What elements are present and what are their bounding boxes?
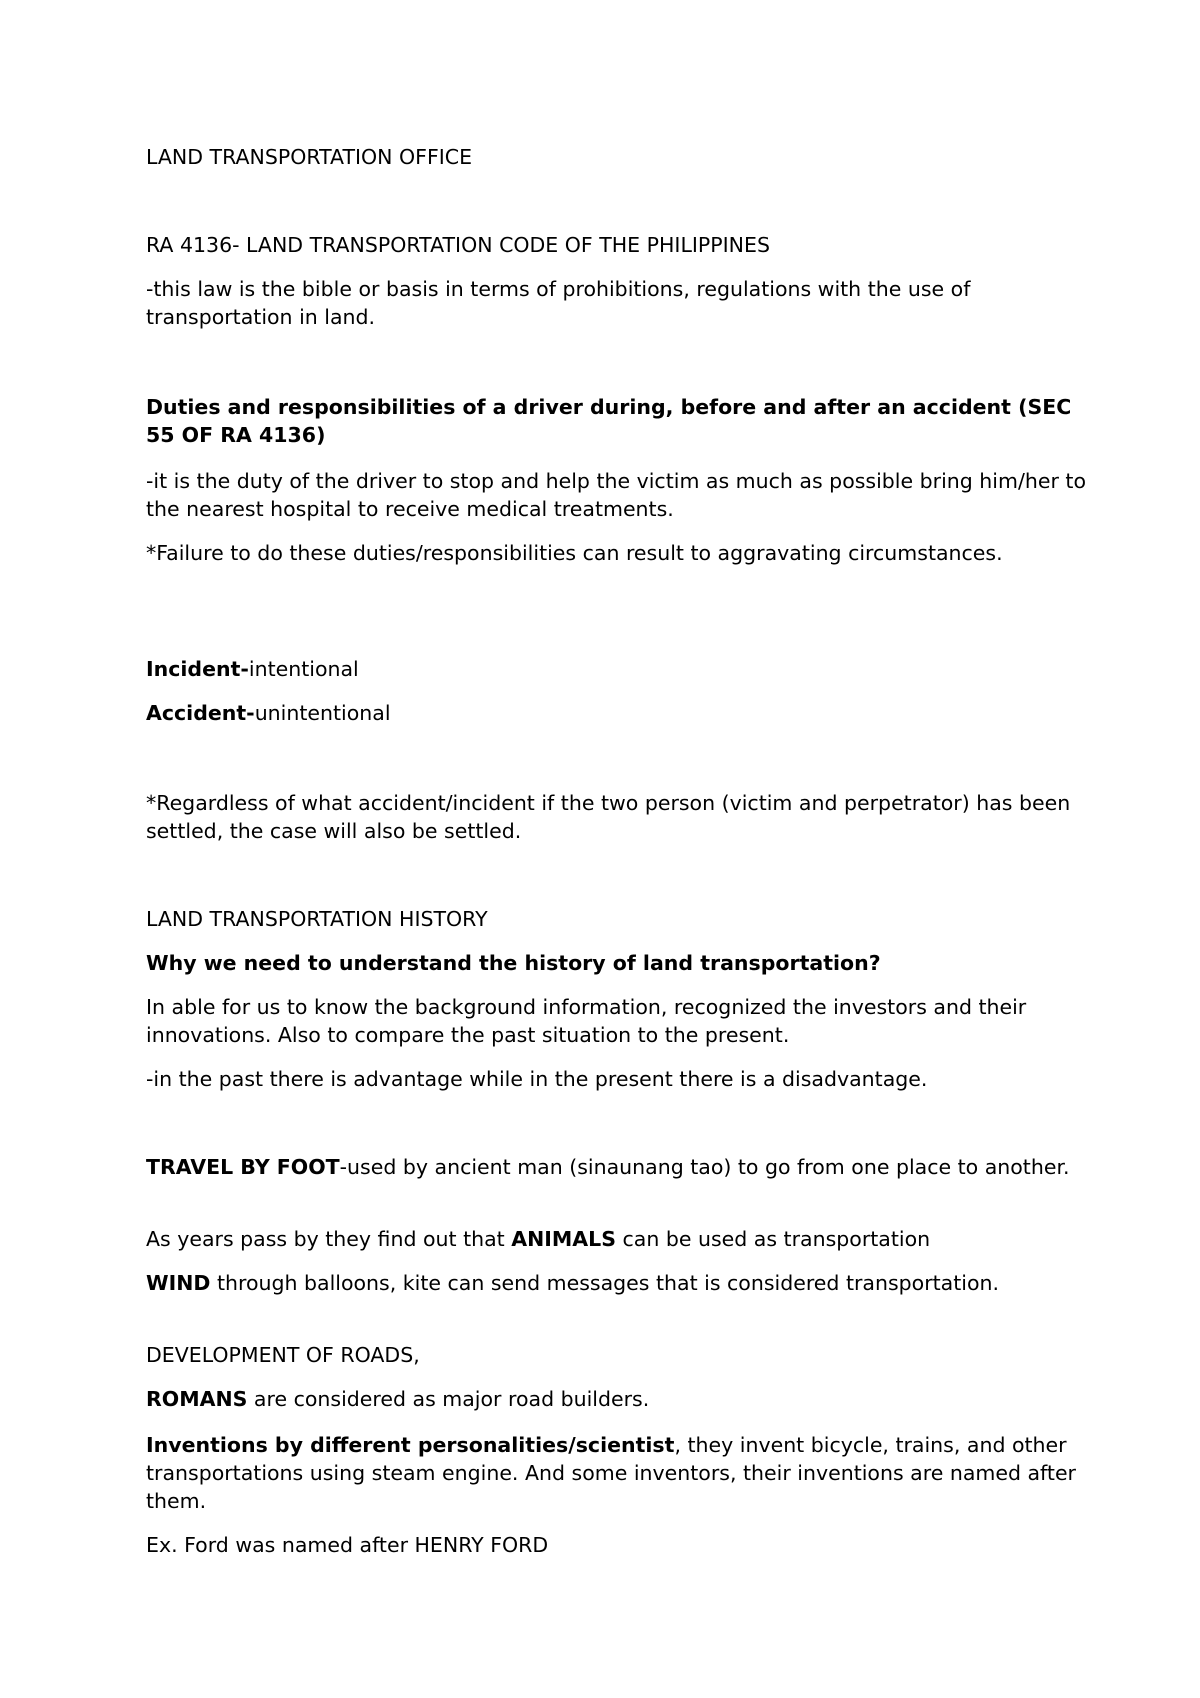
history-heading: LAND TRANSPORTATION HISTORY <box>146 907 488 931</box>
incident-term: Incident- <box>146 657 249 681</box>
ra-heading: RA 4136- LAND TRANSPORTATION CODE OF THE PHILIPPINES <box>146 233 770 257</box>
incident-meaning: intentional <box>248 657 359 681</box>
history-note: -in the past there is advantage while in the present there is a disadvantage. <box>146 1067 928 1091</box>
inventions-desc: , they invent bicycle, trains, and other transportations using steam engine. And some inventors, their inventions are named after them. <box>146 1433 1076 1513</box>
travel-by-foot <box>146 1153 1086 1181</box>
document-title: LAND TRANSPORTATION OFFICE <box>146 145 473 169</box>
roads-line: DEVELOPMENT OF ROADS, <box>146 1343 420 1367</box>
accident-term: Accident- <box>146 701 255 725</box>
inventions-line <box>146 1431 1086 1515</box>
romans-term: ROMANS <box>146 1387 248 1411</box>
wind-line <box>146 1269 1086 1297</box>
ford-example: Ex. Ford was named after HENRY FORD <box>146 1533 549 1557</box>
romans-desc: are considered as major road builders. <box>247 1387 650 1411</box>
animals-line <box>146 1225 1086 1253</box>
romans-line <box>146 1385 1086 1413</box>
duties-heading: Duties and responsibilities of a driver during, before and after an accident (SEC 55 OF RA 4136) <box>146 395 1072 447</box>
accident-definition <box>146 699 1086 727</box>
failure-note: *Failure to do these duties/responsibilities can result to aggravating circumstances. <box>146 541 1003 565</box>
travel-by-foot-desc: -used by ancient man (sinaunang tao) to go from one place to another. <box>339 1155 1070 1179</box>
animals-pre: As years pass by they find out that <box>146 1227 512 1251</box>
wind-term: WIND <box>146 1271 211 1295</box>
incident-definition <box>146 655 1086 683</box>
inventions-term: Inventions by different personalities/scientist <box>146 1433 675 1457</box>
wind-desc: through balloons, kite can send messages that is considered transportation. <box>210 1271 1000 1295</box>
accident-meaning: unintentional <box>254 701 391 725</box>
settled-note: *Regardless of what accident/incident if the two person (victim and perpetrator) has been settled, the case will also be settled. <box>146 791 1071 843</box>
animals-term: ANIMALS <box>511 1227 616 1251</box>
travel-by-foot-term: TRAVEL BY FOOT <box>146 1155 340 1179</box>
ra-description: -this law is the bible or basis in terms of prohibitions, regulations with the use of transportation in land. <box>146 277 971 329</box>
history-question: Why we need to understand the history of land transportation? <box>146 951 881 975</box>
history-answer: In able for us to know the background information, recognized the investors and their innovations. Also to compare the past situation to the present. <box>146 995 1027 1047</box>
animals-post: can be used as transportation <box>615 1227 931 1251</box>
duties-description: -it is the duty of the driver to stop and help the victim as much as possible bring him/her to the nearest hospital to receive medical treatments. <box>146 469 1086 521</box>
